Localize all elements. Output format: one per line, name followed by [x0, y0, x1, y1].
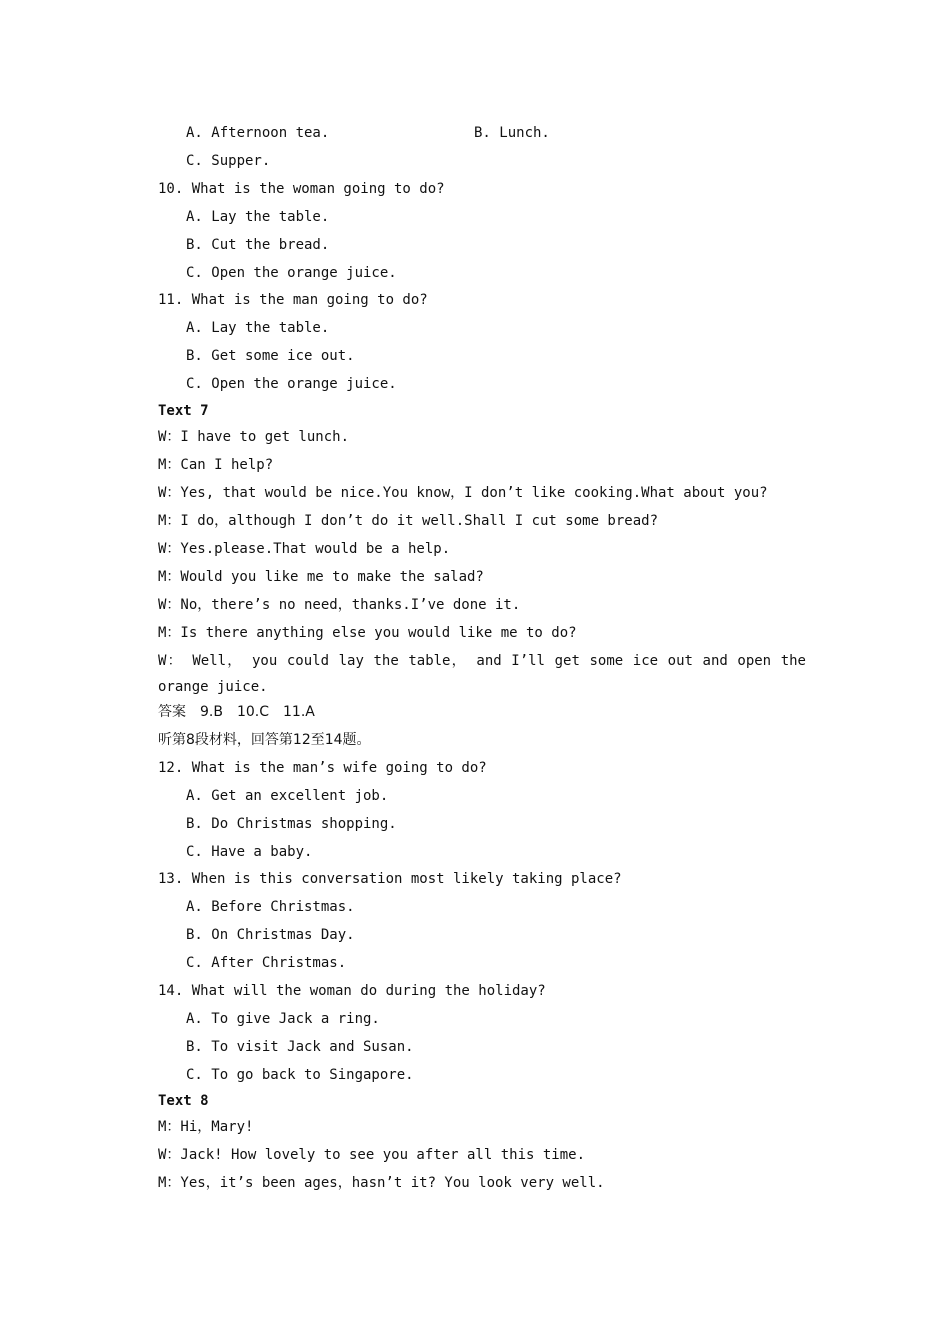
- q10-option-c: C. Open the orange juice.: [186, 265, 397, 281]
- q12-option-b: B. Do Christmas shopping.: [186, 816, 397, 832]
- q14-question: 14. What will the woman do during the holiday?: [158, 983, 546, 999]
- answer-key: 答案 9.B 10.C 11.A: [158, 704, 315, 720]
- text7-heading: Text 7: [158, 403, 209, 419]
- q12-option-a: A. Get an excellent job.: [186, 788, 389, 804]
- text7-line: M：I do，although I don’t do it well.Shall I cut some bread?: [158, 513, 659, 529]
- text8-line: W：Jack! How lovely to see you after all this time.: [158, 1147, 586, 1163]
- text7-line: W：Yes.please.That would be a help.: [158, 541, 451, 557]
- q11-option-b: B. Get some ice out.: [186, 348, 355, 364]
- text8-line: M：Hi，Mary!: [158, 1119, 254, 1135]
- q13-question: 13. When is this conversation most likely taking place?: [158, 871, 622, 887]
- text8-heading: Text 8: [158, 1093, 209, 1109]
- q13-option-b: B. On Christmas Day.: [186, 927, 355, 943]
- q13-option-a: A. Before Christmas.: [186, 899, 355, 915]
- text7-line: W： Well， you could lay the table， and I’ll get some ice out and open the: [158, 653, 806, 669]
- q10-option-a: A. Lay the table.: [186, 209, 330, 225]
- q11-option-a: A. Lay the table.: [186, 320, 330, 336]
- q12-option-c: C. Have a baby.: [186, 844, 313, 860]
- section-instruction: 听第8段材料，回答第12至14题。: [158, 732, 371, 748]
- q10-question: 10. What is the woman going to do?: [158, 181, 445, 197]
- q9-option-a: A. Afternoon tea.: [186, 125, 330, 141]
- q11-option-c: C. Open the orange juice.: [186, 376, 397, 392]
- text7-line: W：I have to get lunch.: [158, 429, 350, 445]
- text8-line: M：Yes，it’s been ages，hasn’t it? You look very well.: [158, 1175, 605, 1191]
- text7-line: W：No，there’s no need，thanks.I’ve done it.: [158, 597, 521, 613]
- q14-option-a: A. To give Jack a ring.: [186, 1011, 380, 1027]
- q14-option-b: B. To visit Jack and Susan.: [186, 1039, 414, 1055]
- q9-option-b: B. Lunch.: [474, 125, 550, 141]
- q11-question: 11. What is the man going to do?: [158, 292, 428, 308]
- q12-question: 12. What is the man’s wife going to do?: [158, 760, 487, 776]
- q13-option-c: C. After Christmas.: [186, 955, 347, 971]
- q9-option-c: C. Supper.: [186, 153, 271, 169]
- text7-line: M：Can I help?: [158, 457, 274, 473]
- text7-line: orange juice.: [158, 679, 268, 695]
- text7-line: W：Yes, that would be nice.You know，I don’t like cooking.What about you?: [158, 485, 768, 501]
- q10-option-b: B. Cut the bread.: [186, 237, 330, 253]
- text7-line: M：Would you like me to make the salad?: [158, 569, 484, 585]
- q14-option-c: C. To go back to Singapore.: [186, 1067, 414, 1083]
- text7-line: M：Is there anything else you would like me to do?: [158, 625, 577, 641]
